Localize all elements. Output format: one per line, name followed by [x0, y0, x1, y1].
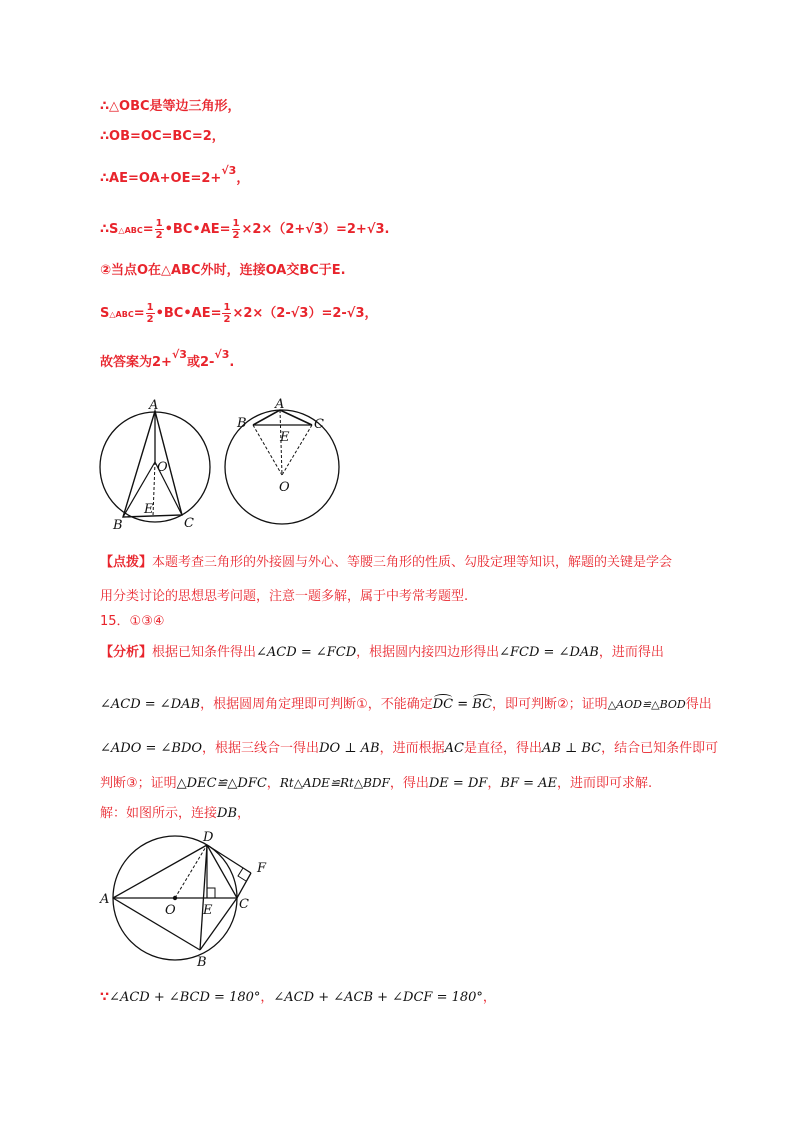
solution-line-3: ∴AE=OA+OE=2+√3， [100, 164, 250, 186]
fig1-label-B: B [113, 518, 123, 533]
math-expr: DE = DF [428, 776, 488, 791]
fig1-label-O: O [157, 460, 168, 475]
fig2-label-O: O [279, 480, 290, 495]
solution-line-4: ∴S△ABC= $\frac{1}{2}$ •BC•AE= $\frac{1}{2}$ ×2×（2+√3）=2+√3. [100, 218, 390, 241]
fig1-label-C: C [184, 516, 194, 531]
fig3-label-B: B [197, 955, 207, 970]
math-expr: ∠ADO = ∠BDO [100, 741, 203, 756]
math-expr: AC [444, 741, 464, 756]
fenxi-line-3: ∠ADO = ∠BDO，根据三线合一得出DO ⊥ AB，进而根据AC是直径，得出AB ⊥ BC，结合已知条件即可 [100, 741, 719, 756]
math-expr: △DEC≌△DFC [176, 776, 267, 791]
fraction-half: $\frac{1}{2}$ [232, 218, 240, 241]
fraction-half: $\frac{1}{2}$ [146, 302, 154, 325]
fig2-label-C: C [314, 417, 324, 432]
question-15-answer: 15．①③④ [100, 614, 165, 629]
fraction-half: $\frac{1}{2}$ [155, 218, 163, 241]
arc-dc: DC [432, 697, 454, 712]
solution-line-6: S△ABC= $\frac{1}{2}$ •BC•AE= $\frac{1}{2}$ ×2×（2-√3）=2-√3， [100, 302, 378, 325]
fig1-label-A: A [149, 398, 159, 413]
fenxi-line-4: 判断③；证明△DEC≌△DFC，Rt△ADE≌Rt△BDF，得出DE = DF，BF = AE，进而即可求解. [100, 776, 653, 791]
math-expr: BF = AE [500, 776, 558, 791]
fraction-half: $\frac{1}{2}$ [223, 302, 231, 325]
arc-bc: BC [472, 697, 493, 712]
solution-line-7: 故答案为2+√3或2-√3. [100, 348, 235, 370]
math-expr: ∠ACD = ∠DAB [100, 697, 201, 712]
solution-intro: 解：如图所示，连接DB， [100, 806, 251, 821]
fig2-label-B: B [237, 416, 247, 431]
solution-line-2: ∴OB=OC=BC=2， [100, 129, 225, 144]
sqrt3: √3 [221, 164, 237, 177]
fig2-label-E: E [280, 430, 290, 445]
fig3-label-A: A [100, 892, 110, 907]
math-expr: △AOD≌△BOD [607, 698, 686, 711]
fenxi-line-2: ∠ACD = ∠DAB，根据圆周角定理即可判断①，不能确定DC = BC，即可判断②；证明△AOD≌△BOD得出 [100, 697, 712, 712]
fig3-label-E: E [203, 903, 213, 918]
fig3-label-F: F [257, 861, 267, 876]
solution-line-5: ②当点O在△ABC外时，连接OA交BC于E. [100, 263, 346, 278]
math-expr: Rt△ADE≌Rt△BDF [279, 776, 390, 790]
circle-figures [95, 395, 345, 535]
fig3-label-O: O [165, 903, 176, 918]
fenxi-line-1: 【分析】根据已知条件得出∠ACD = ∠FCD，根据圆内接四边形得出∠FCD = ∠DAB，进而得出 [100, 645, 664, 660]
math-expr: DO ⊥ AB [319, 741, 380, 756]
math-expr: ∠ACD + ∠BCD = 180° [109, 990, 261, 1005]
circle-figure-3 [95, 828, 285, 973]
solution-line-1: ∴△OBC是等边三角形， [100, 99, 241, 114]
fig3-label-C: C [239, 897, 249, 912]
math-expr: ∠FCD = ∠DAB [499, 645, 599, 660]
dianbo-line-2: 用分类讨论的思想思考问题，注意一题多解，属于中考常考题型. [100, 589, 469, 604]
math-expr: AB ⊥ BC [541, 741, 602, 756]
fig1-label-E: E [144, 502, 154, 517]
math-expr: ∠ACD = ∠FCD [256, 645, 357, 660]
math-expr: ∠ACD + ∠ACB + ∠DCF = 180° [273, 990, 483, 1005]
last-equation-line: ∵∠ACD + ∠BCD = 180°，∠ACD + ∠ACB + ∠DCF = 180°， [100, 990, 496, 1005]
fig2-label-A: A [275, 397, 285, 412]
dianbo-line-1: 【点拨】本题考查三角形的外接圆与外心、等腰三角形的性质、勾股定理等知识，解题的关键是学会 [100, 555, 673, 570]
fig3-label-D: D [203, 830, 214, 845]
